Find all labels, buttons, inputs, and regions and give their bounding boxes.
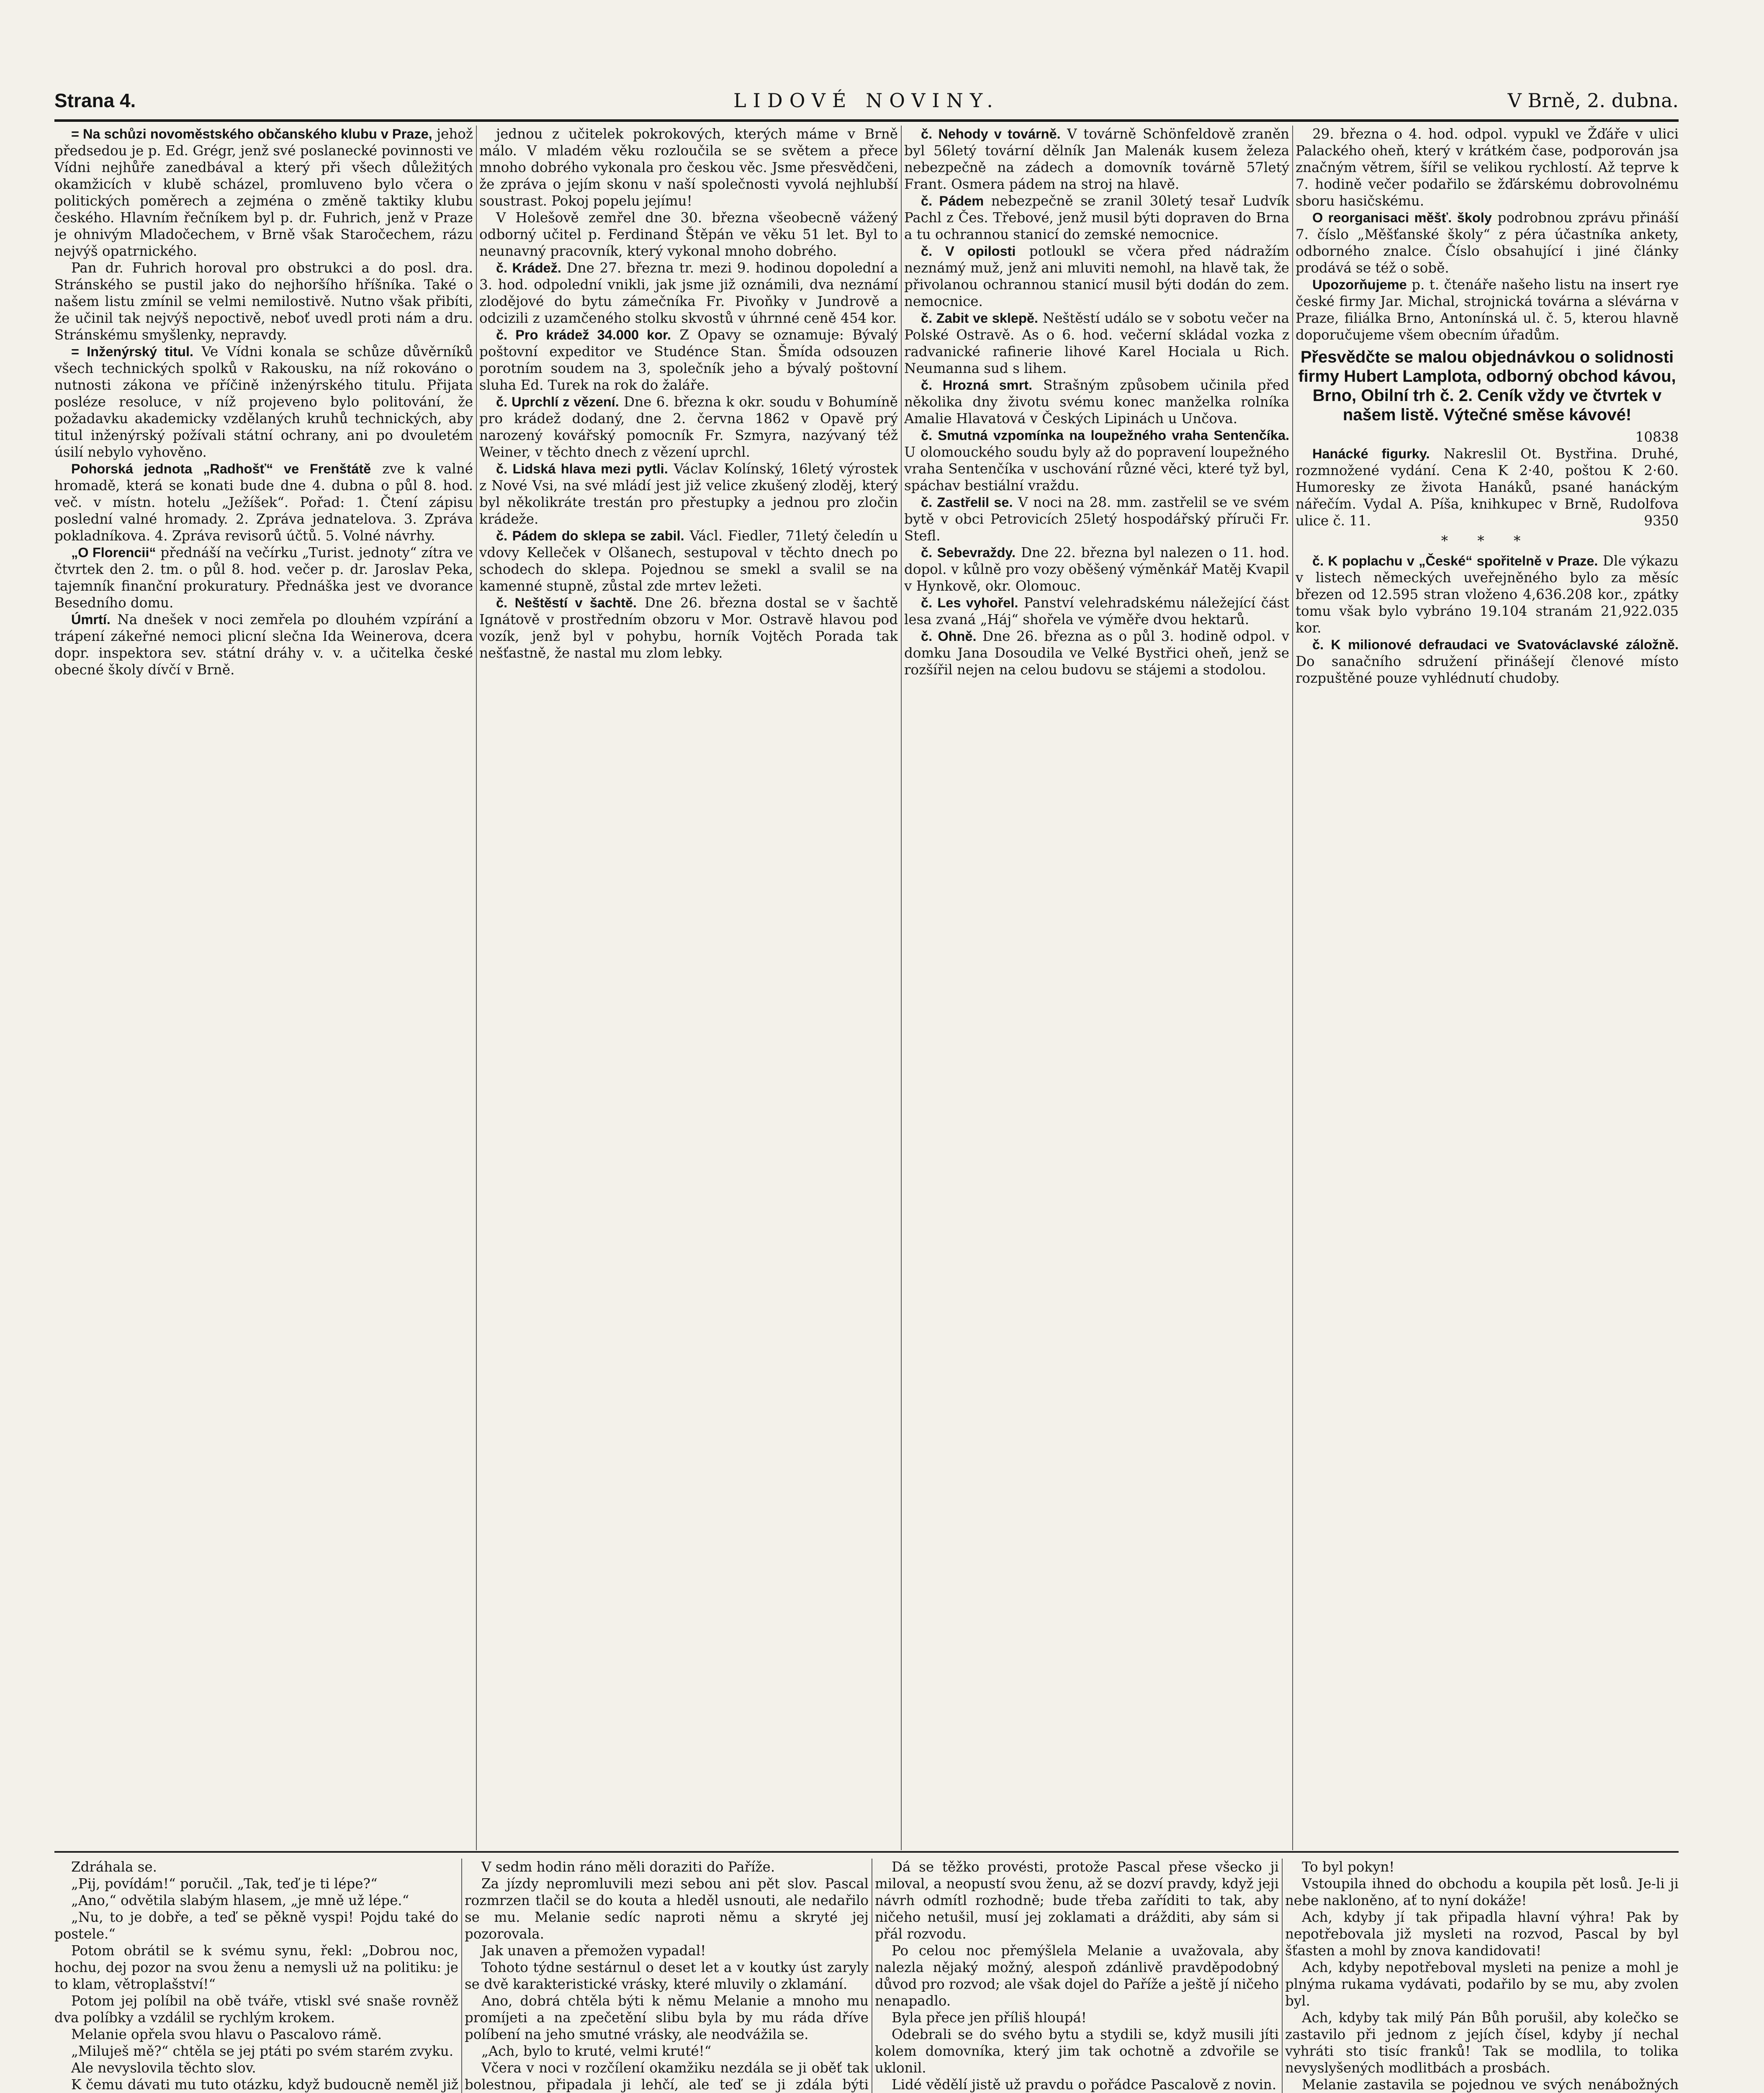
feuilleton-column-3 (875, 1859, 1279, 2093)
article-heading: č. Nehody v továrně. (921, 126, 1061, 141)
article-body: Panství velehradskému náležející část lesa zvaná „Háj“ shořela ve výměře dvou hektarů. (904, 595, 1289, 627)
news-article (904, 594, 1289, 628)
feuilleton-paragraph: V sedm hodin ráno měli doraziti do Paříže. (481, 1859, 775, 1875)
news-article (479, 209, 898, 260)
feuilleton-paragraph: Za jízdy nepromluvili mezi sebou ani pět slov. Pascal rozmrzen tlačil se do kouta a hleděl usnouti, ale nedařilo se mu. Melanie sedíc naproti němu a skryté jej pozorovala. (465, 1876, 869, 1942)
article-body: Dle výkazu v listech německých uveřejněného bylo za měsíc březen od 12.595 stran vloženo 4,636.208 kor., zpátky tomu však bylo vybráno 19.104 stranám 21,922.035 kor. (1296, 553, 1679, 636)
newspaper-title: LIDOVÉ NOVINY. (733, 89, 1000, 112)
feuilleton-paragraph: Tohoto týdne sestárnul o deset let a v koutky úst zaryly se dvě karakteristické vrásky, které mluvily o zklamání. (465, 1959, 869, 1992)
article-heading: č. Zastřelil se. (921, 495, 1013, 510)
article-body: Dne 6. března k okr. soudu v Bohumíně pro krádež dodaný, dne 2. června 1862 v Opavě prý narozený kovářský pomocník Fr. Szmyra, nazývaný též Weiner, v těchto dnech z vězení uprchl. (479, 394, 898, 460)
news-article (1296, 636, 1679, 687)
news-article (1296, 209, 1679, 276)
ad-number: 10838 (1635, 429, 1679, 445)
article-body: Na dnešek v noci zemřela po dlouhém vzpírání a trápení zákeřné nemoci plicní slečna Ida Weinerova, dcera dopr. inspektora sev. státní dráhy v. v. a učitelka české obecné školy dívčí v Brně. (54, 612, 473, 678)
article-heading: č. Pro krádež 34.000 kor. (496, 327, 671, 342)
news-article (479, 327, 898, 393)
feuilleton-paragraph: Ach, kdyby nepotřeboval mysleti na penize a mohl je plnýma rukama vydávati, podařilo by se mu, aby zvolen byl. (1285, 1959, 1679, 2009)
news-article (479, 393, 898, 460)
article-heading: č. Les vyhořel. (921, 595, 1018, 610)
article-heading: č. Lidská hlava mezi pytli. (496, 461, 668, 476)
news-column-4 (1296, 126, 1679, 1850)
news-article (904, 628, 1289, 678)
news-article (904, 126, 1289, 193)
article-body: podrobnou zprávu přináší 7. číslo „Měšťanské školy“ z péra účastníka ankety, odborného znalce. Číslo obsahující i jiné články prodává se též o sobě. (1296, 210, 1679, 276)
article-body: Dne 27. března tr. mezi 9. hodinou dopolední a 3. hod. odpolední vnikli, jak jsme již oznámili, dva neznámí zlodějové do bytu zámečníka Fr. Pivoňky v Jundrově a odcizili z uzamčeného stolku skvostů v úhrnné ceně 454 kor. (479, 260, 898, 326)
feuilleton-paragraph: „Ach, bylo to kruté, velmi kruté!“ (481, 2043, 712, 2059)
article-body: Z Opavy se oznamuje: Bývalý poštovní expeditor ve Studénce Stan. Šmída odsouzen porotním soudem na 3, společník jeho a bývalý poštovní sluha Ed. Turek na rok do žaláře. (479, 327, 898, 393)
article-body: nebezpečně se zranil 30letý tesař Ludvík Pachl z Čes. Třebové, jenž musil býti dopraven do Brna a tu ochrannou stanicí do zemské nemocnice. (904, 193, 1289, 242)
feuilleton-paragraph: Byla přece jen příliš hloupá! (892, 2010, 1087, 2026)
feuilleton-paragraphs (1285, 1859, 1679, 2093)
feuilleton-paragraph: „Miluješ mě?“ chtěla se jej ptáti po svém starém zvyku. (71, 2043, 454, 2059)
feuilleton-paragraph: Ach, kdyby tak milý Pán Bůh porušil, aby kolečko se zastavilo při jednom z jejích čísel, kdyby jí nechal vyhráti sto tisíc franků! Tak se modlila, to tolika nevyslyšených modlitbách a prosbách. (1285, 2010, 1679, 2076)
page-header (54, 86, 1679, 122)
news-article (904, 243, 1289, 310)
article-heading: „O Florencii“ (71, 545, 156, 560)
article-heading: č. Pádem (921, 193, 984, 208)
article-body: Václav Kolínský, 16letý výrostek z Nové Vsi, na své mládí jest již velice zkušený zloděj, který byl několikráte trestán pro přestupky a jednou pro zločin krádeže. (479, 461, 898, 527)
article-heading: č. Pádem do sklepa se zabil. (496, 528, 684, 543)
column-rule (1292, 126, 1293, 1850)
news-article (904, 544, 1289, 594)
article-body: jehož předsedou je p. Ed. Grégr, jenž své poslanecké povinnosti ve Vídni nejhůře zanedbával a který při všech důležitých okamžicích v klubě scházel, promluveno bylo včera o politických poměrech a zejména o změně taktiky klubu českého. Hlavním řečníkem byl p. dr. Fuhrich, jenž v Praze je ohnivým Mladočechem, v Brně však Staročechem, rázu nejvýš opatrnického. (54, 126, 473, 259)
feuilleton-paragraph: Po celou noc přemýšlela Melanie a uvažovala, aby nalezla nějaký možný, alespoň zdánlivě pravděpodobný důvod pro rozvod; ale však dojel do Paříže a ještě jí ničeho nenapadlo. (875, 1943, 1279, 2009)
feuilleton-column-4 (1285, 1859, 1679, 2093)
article-heading: č. Neštěstí v šachtě. (496, 595, 637, 610)
article-body: Dne 26. března as o půl 3. hodině odpol. v domku Jana Dosoudila ve Velké Bystřici oheň, jenž se rozšířil nejen na celou budovu se stájemi a stodolou. (904, 628, 1289, 678)
column-rule (476, 126, 477, 1850)
feuilleton-paragraph: „Ano,“ odvětila slabým hlasem, „je mně už lépe.“ (71, 1892, 409, 1908)
article-heading: č. Smutná vzpomínka na loupežného vraha Sentenčíka. (921, 428, 1289, 443)
article-heading: O reorganisaci měšť. školy (1312, 210, 1492, 225)
feuilleton-rule (54, 1851, 1679, 1853)
article-heading: č. Ohně. (921, 629, 977, 644)
coffee-advertisement: Přesvědčte se malou objednávkou o solidnosti firmy Hubert Lamplota, odborný obchod kávou, Brno, Obilní trh č. 2. Ceník vždy ve čtvrtek v našem listě. Výtečné směse kávové! (1298, 348, 1676, 424)
feuilleton-paragraph: Potom jej políbil na obě tváře, vtiskl své snaše rovněž dva políbky a vzdálil se rychlým krokem. (54, 1993, 458, 2026)
article-heading: Úmrtí. (71, 612, 111, 627)
article-heading: Upozorňujeme (1312, 277, 1407, 292)
article-heading: = Inženýrský titul. (71, 344, 193, 359)
article-heading: č. Zabit ve sklepě. (921, 311, 1038, 326)
article-body: Neštěstí událo se v sobotu večer na Polské Ostravě. As o 6. hod. večerní skládal vozka z radvanické rafinerie lihové Karel Hociala u Rich. Neumanna sud s lihem. (904, 310, 1289, 376)
feuilleton-paragraph: Potom obrátil se k svému synu, řekl: „Dobrou noc, hochu, dej pozor na svou ženu a nemysli už na politiku: je to klam, větroplašství!“ (54, 1943, 458, 1992)
article-heading: č. Sebevraždy. (921, 545, 1016, 560)
article-heading: č. K poplachu v „České“ spořitelně v Praze. (1312, 553, 1598, 568)
issue-date: V Brně, 2. dubna. (1507, 89, 1679, 112)
feuilleton-paragraph: Ach, kdyby jí tak připadla hlavní výhra! Pak by nepotřebovala již mysleti na rozvod, Pascal by byl šťasten a mohl by znova kandidovati! (1285, 1909, 1679, 1959)
small-ad-text: Nakreslil Ot. Bystřina. Druhé, rozmnožené vydání. Cena K 2·40, poštou K 2·60. Humoresky ze života Hanáků, psané hanáckým nářečím. Vydal A. Píša, knihkupec v Brně, Rudolfova ulice č. 11. (1296, 446, 1679, 529)
article-body: jednou z učitelek pokrokových, kterých máme v Brně málo. V mladém věku rozloučila se se světem a přece mnoho dobrého vykonala pro českou věc. Jsme přesvědčeni, že zpráva o jejím skonu v naší společnosti vyvolá nejhlubší soustrast. Pokoj popelu jejímu! (479, 126, 898, 209)
news-article (54, 544, 473, 611)
news-column-1 (54, 126, 473, 1850)
article-body: Pan dr. Fuhrich horoval pro obstrukci a do posl. dra. Stránského se pustil jako do nejhoršího hříšníka. Také o našem listu zmínil se velmi nemilostivě. Nutno však přibíti, že učinil tak nejvýš nepoctivě, neboť uvedl proti nám a dru. Stránskému smyšlenky, nepravdy. (54, 260, 473, 343)
column-rule (901, 126, 902, 1850)
feuilleton-paragraphs (875, 1859, 1279, 2093)
news-article (1296, 276, 1679, 343)
article-body: V továrně Schönfeldově zraněn byl 56letý tovární dělník Jan Malenák kusem železa nebezpečně na zádech a domovník továrně 57letý Frant. Osmera pádem na stroj na hlavě. (904, 126, 1289, 192)
article-heading: č. Hrozná smrt. (921, 378, 1033, 393)
column-4-items (1296, 126, 1679, 343)
article-heading: č. K milionové defraudaci ve Svatováclavské záložně. (1312, 637, 1679, 652)
feuilleton-paragraphs (54, 1859, 458, 2093)
feuilleton-paragraph: Jak unaven a přemožen vypadal! (481, 1943, 706, 1959)
news-article (904, 377, 1289, 427)
column-rule (461, 1859, 462, 2093)
news-article (54, 343, 473, 460)
feuilleton-paragraph: Zdráhala se. (71, 1859, 157, 1875)
feuilleton-paragraph: Dá se těžko provésti, protože Pascal přese všecko ji miloval, a neopustí svou ženu, až se dozví pravdy, když jeji návrh odmítl rozhodně; bude třeba zaříditi to tak, aby ničeho netušil, musí jej zoklamati a drážditi, aby sám si přál rozvodu. (875, 1859, 1279, 1942)
article-heading: Pohorská jednota „Radhošť“ ve Frenštátě (71, 461, 371, 476)
news-article (904, 494, 1289, 544)
news-article (904, 310, 1289, 377)
feuilleton-column-1 (54, 1859, 458, 2093)
feuilleton-paragraph: Melanie zastavila se pojednou ve svých nenábožných (1302, 2077, 1679, 2093)
feuilleton-paragraph: „Pij, povídám!“ poručil. „Tak, teď je ti lépe?“ (71, 1876, 378, 1892)
small-advertisement (1296, 445, 1679, 529)
article-body: potloukl se včera před nádražím neznámý muž, jenž ani mluviti nemohl, na hlavě tak, že přivolanou ochrannou stanicí musil býti dodán do zem. nemocnice. (904, 243, 1289, 309)
news-article (54, 126, 473, 260)
feuilleton-paragraph: Melanie opřela svou hlavu o Pascalovo rámě. (71, 2026, 382, 2042)
article-heading: č. V opilosti (921, 244, 1016, 259)
feuilleton-paragraph: K čemu dávati mu tuto otázku, když budoucně neměl již (71, 2077, 458, 2093)
article-body: zve k valné hromadě, která se konati bude dne 4. dubna o půl 8. hod. več. v místn. hotelu „Ježíšek“. Pořad: 1. Čtení zápisu poslední valné hromady. 2. Zpráva jednatelova. 3. Zpráva pokladníkova. 4. Zpráva revisorů účtů. 5. Volné návrhy. (54, 461, 473, 544)
article-heading: č. Krádež. (496, 260, 561, 275)
news-article (479, 527, 898, 594)
article-body: přednáší na večírku „Turist. jednoty“ zítra ve čtvrtek den 2. tm. o půl 8. hod. večer p. dr. Jaroslav Peka, tajemník finanční prokuratury. Přednáška jest ve dvorance Besedního domu. (54, 545, 473, 611)
news-article (479, 260, 898, 327)
news-column-2 (479, 126, 898, 1850)
article-body: 29. března o 4. hod. odpol. vypukl ve Žďáře v ulici Palackého oheň, který v krátkém čase, podporován jsa značným větrem, šířil se velikou rychlostí. Až teprve k 7. hodině večer podařilo se žďárskému dobrovolnému sboru hasičskému. (1296, 126, 1679, 209)
article-body: U olomouckého soudu byly až do popravení loupežného vraha Sentenčíka v uschování různé věci, které tyž byl, spáchav bestiální vraždu. (904, 444, 1289, 494)
news-article (54, 611, 473, 678)
news-article (1296, 126, 1679, 209)
news-article (54, 260, 473, 343)
article-body: p. t. čtenáře našeho listu na insert rye české firmy Jar. Michal, strojnická továrna a slévárna v Praze, filiálka Brno, Antonínská ul. č. 5, kterou hlavně doporučujeme všem obecním úřadům. (1296, 277, 1679, 343)
news-article (904, 193, 1289, 243)
news-article (54, 460, 473, 544)
article-body: Do sanačního sdružení přinášejí členové místo rozpuštěné pouze vyhlédnutí chudoby. (1296, 653, 1679, 686)
feuilleton-paragraph: Včera v noci v rozčílení okamžiku nezdála se ji oběť tak bolestnou, připadala ji lehčí, ale teď se ji zdála býti (465, 2060, 869, 2093)
news-article (479, 126, 898, 209)
news-article (1296, 553, 1679, 636)
page-number: Strana 4. (54, 90, 136, 111)
article-heading: č. Uprchlí z vězení. (496, 394, 619, 409)
feuilleton-paragraph: Lidé vědělí jistě už pravdu o pořádce Pascalově z novin. (892, 2077, 1277, 2093)
feuilleton-paragraph: To byl pokyn! (1302, 1859, 1395, 1875)
news-column-3 (904, 126, 1289, 1850)
small-ad-heading: Hanácké figurky. (1312, 446, 1430, 461)
news-article (479, 594, 898, 661)
article-body: Dne 22. března byl nalezen o 11. hod. dopol. v kůlně pro vozy oběšený výměnkář Matěj Kvapil v Hynkově, okr. Olomouc. (904, 545, 1289, 594)
feuilleton-column-2 (465, 1859, 869, 2093)
feuilleton-paragraphs (465, 1859, 869, 2093)
news-article (904, 427, 1289, 494)
feuilleton-paragraph: Ano, dobrá chtěla býti k němu Melanie a mnoho mu promíjeti a na zpečetění slibu byla by mu ráda dříve políbení na jeho smutné vrásky, ale neodvážila se. (465, 1993, 869, 2042)
feuilleton-paragraph: Odebrali se do svého bytu a stydili se, když musili jíti kolem domovníka, který jim tak ochotně a zdvořile se uklonil. (875, 2026, 1279, 2076)
column-rule (1282, 1859, 1283, 2093)
article-body: Strašným způsobem učinila před několika dny životu svému konec manželka rolníka Amalie Hlavatová v Českých Lipinách u Unčova. (904, 377, 1289, 427)
news-article (479, 460, 898, 527)
section-divider: * * * (1441, 533, 1533, 549)
small-ad-number: 9350 (1644, 513, 1679, 529)
article-body: V noci na 28. mm. zastřelil se ve svém bytě v obci Petrovicích 25letý hospodářský příruči Fr. Stefl. (904, 494, 1289, 544)
feuilleton-paragraph: Vstoupila ihned do obchodu a koupila pět losů. Je-li ji nebe nakloněno, ať to nyní dokáže! (1285, 1876, 1679, 1908)
article-body: Ve Vídni konala se schůze důvěrníků všech technických spolků v Rakousku, na níž rokováno o nutnosti zákona ve příčině inženýrského titulu. Přijata posléze resoluce, v níž projeveno bylo politování, že požadavku akademicky vzdělaných kruhů technických, aby titul inženýrský požívali státní ochrany, ani po dvouletém úsilí nebylo vyhověno. (54, 344, 473, 460)
article-body: Václ. Fiedler, 71letý čeledín u vdovy Kelleček v Olšanech, sestupoval v těchto dnech po schodech do sklepa. Pojednou se smekl a svalil se na kamenné stupně, zůstal zde mrtev ležeti. (479, 528, 898, 594)
article-body: V Holešově zemřel dne 30. března všeobecně vážený odborný učitel p. Ferdinand Štěpán ve věku 51 let. Byl to neunavný pracovník, který vykonal mnoho dobrého. (479, 210, 898, 259)
feuilleton-paragraph: Ale nevyslovila těchto slov. (71, 2060, 256, 2076)
article-body: Dne 26. března dostal se v šachtě Ignátově v prostředním obzoru v Mor. Ostravě hlavou pod vozík, jenž byl v pohybu, horník Vojtěch Porada tak nešťastně, že nastal mu zlom lebky. (479, 595, 898, 661)
feuilleton-paragraph: „Nu, to je dobře, a teď se pěkně vyspi! Pojdu také do postele.“ (54, 1909, 458, 1942)
column-4-items-rest (1296, 553, 1679, 687)
article-heading: = Na schůzi novoměstského občanského klubu v Praze, (71, 126, 432, 141)
